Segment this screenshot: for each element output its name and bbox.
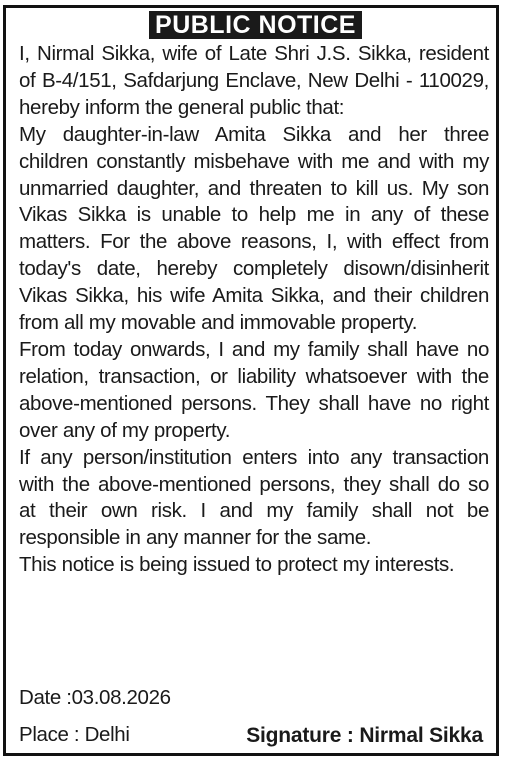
notice-paragraph-purpose: This notice is being issued to protect my interests. [19, 553, 455, 577]
notice-paragraph-transaction-risk: If any person/institution enters into any transaction with the above-mentioned persons, they shall do so at their own risk. I and my family shall not be responsible in any manner for the same. [19, 445, 489, 550]
notice-place: Place : Delhi [19, 723, 130, 746]
notice-paragraph-disinherit: My daughter-in-law Amita Sikka and her three children constantly misbehave with me and with my unmarried daughter, and threaten to kill us. My son Vikas Sikka is unable to help me in any of these matters. For the above reasons, I, with effect from today's date, hereby completely disown/disinherit Vikas Sikka, his wife Amita Sikka, and their children from all my movable and immovable property. [19, 122, 489, 335]
notice-title: PUBLIC NOTICE [149, 11, 362, 39]
notice-body [19, 41, 489, 579]
notice-date: Date :03.08.2026 [19, 686, 171, 709]
notice-paragraph-no-relation: From today onwards, I and my family shall have no relation, transaction, or liability whatsoever with the above-mentioned persons. They shall have no right over any of my property. [19, 337, 489, 442]
notice-paragraph-intro: I, Nirmal Sikka, wife of Late Shri J.S. Sikka, resident of B-4/151, Safdarjung Enclave, New Delhi - 110029, hereby inform the general public that: [19, 42, 489, 119]
public-notice [3, 5, 499, 756]
notice-signature: Signature : Nirmal Sikka [246, 724, 483, 747]
